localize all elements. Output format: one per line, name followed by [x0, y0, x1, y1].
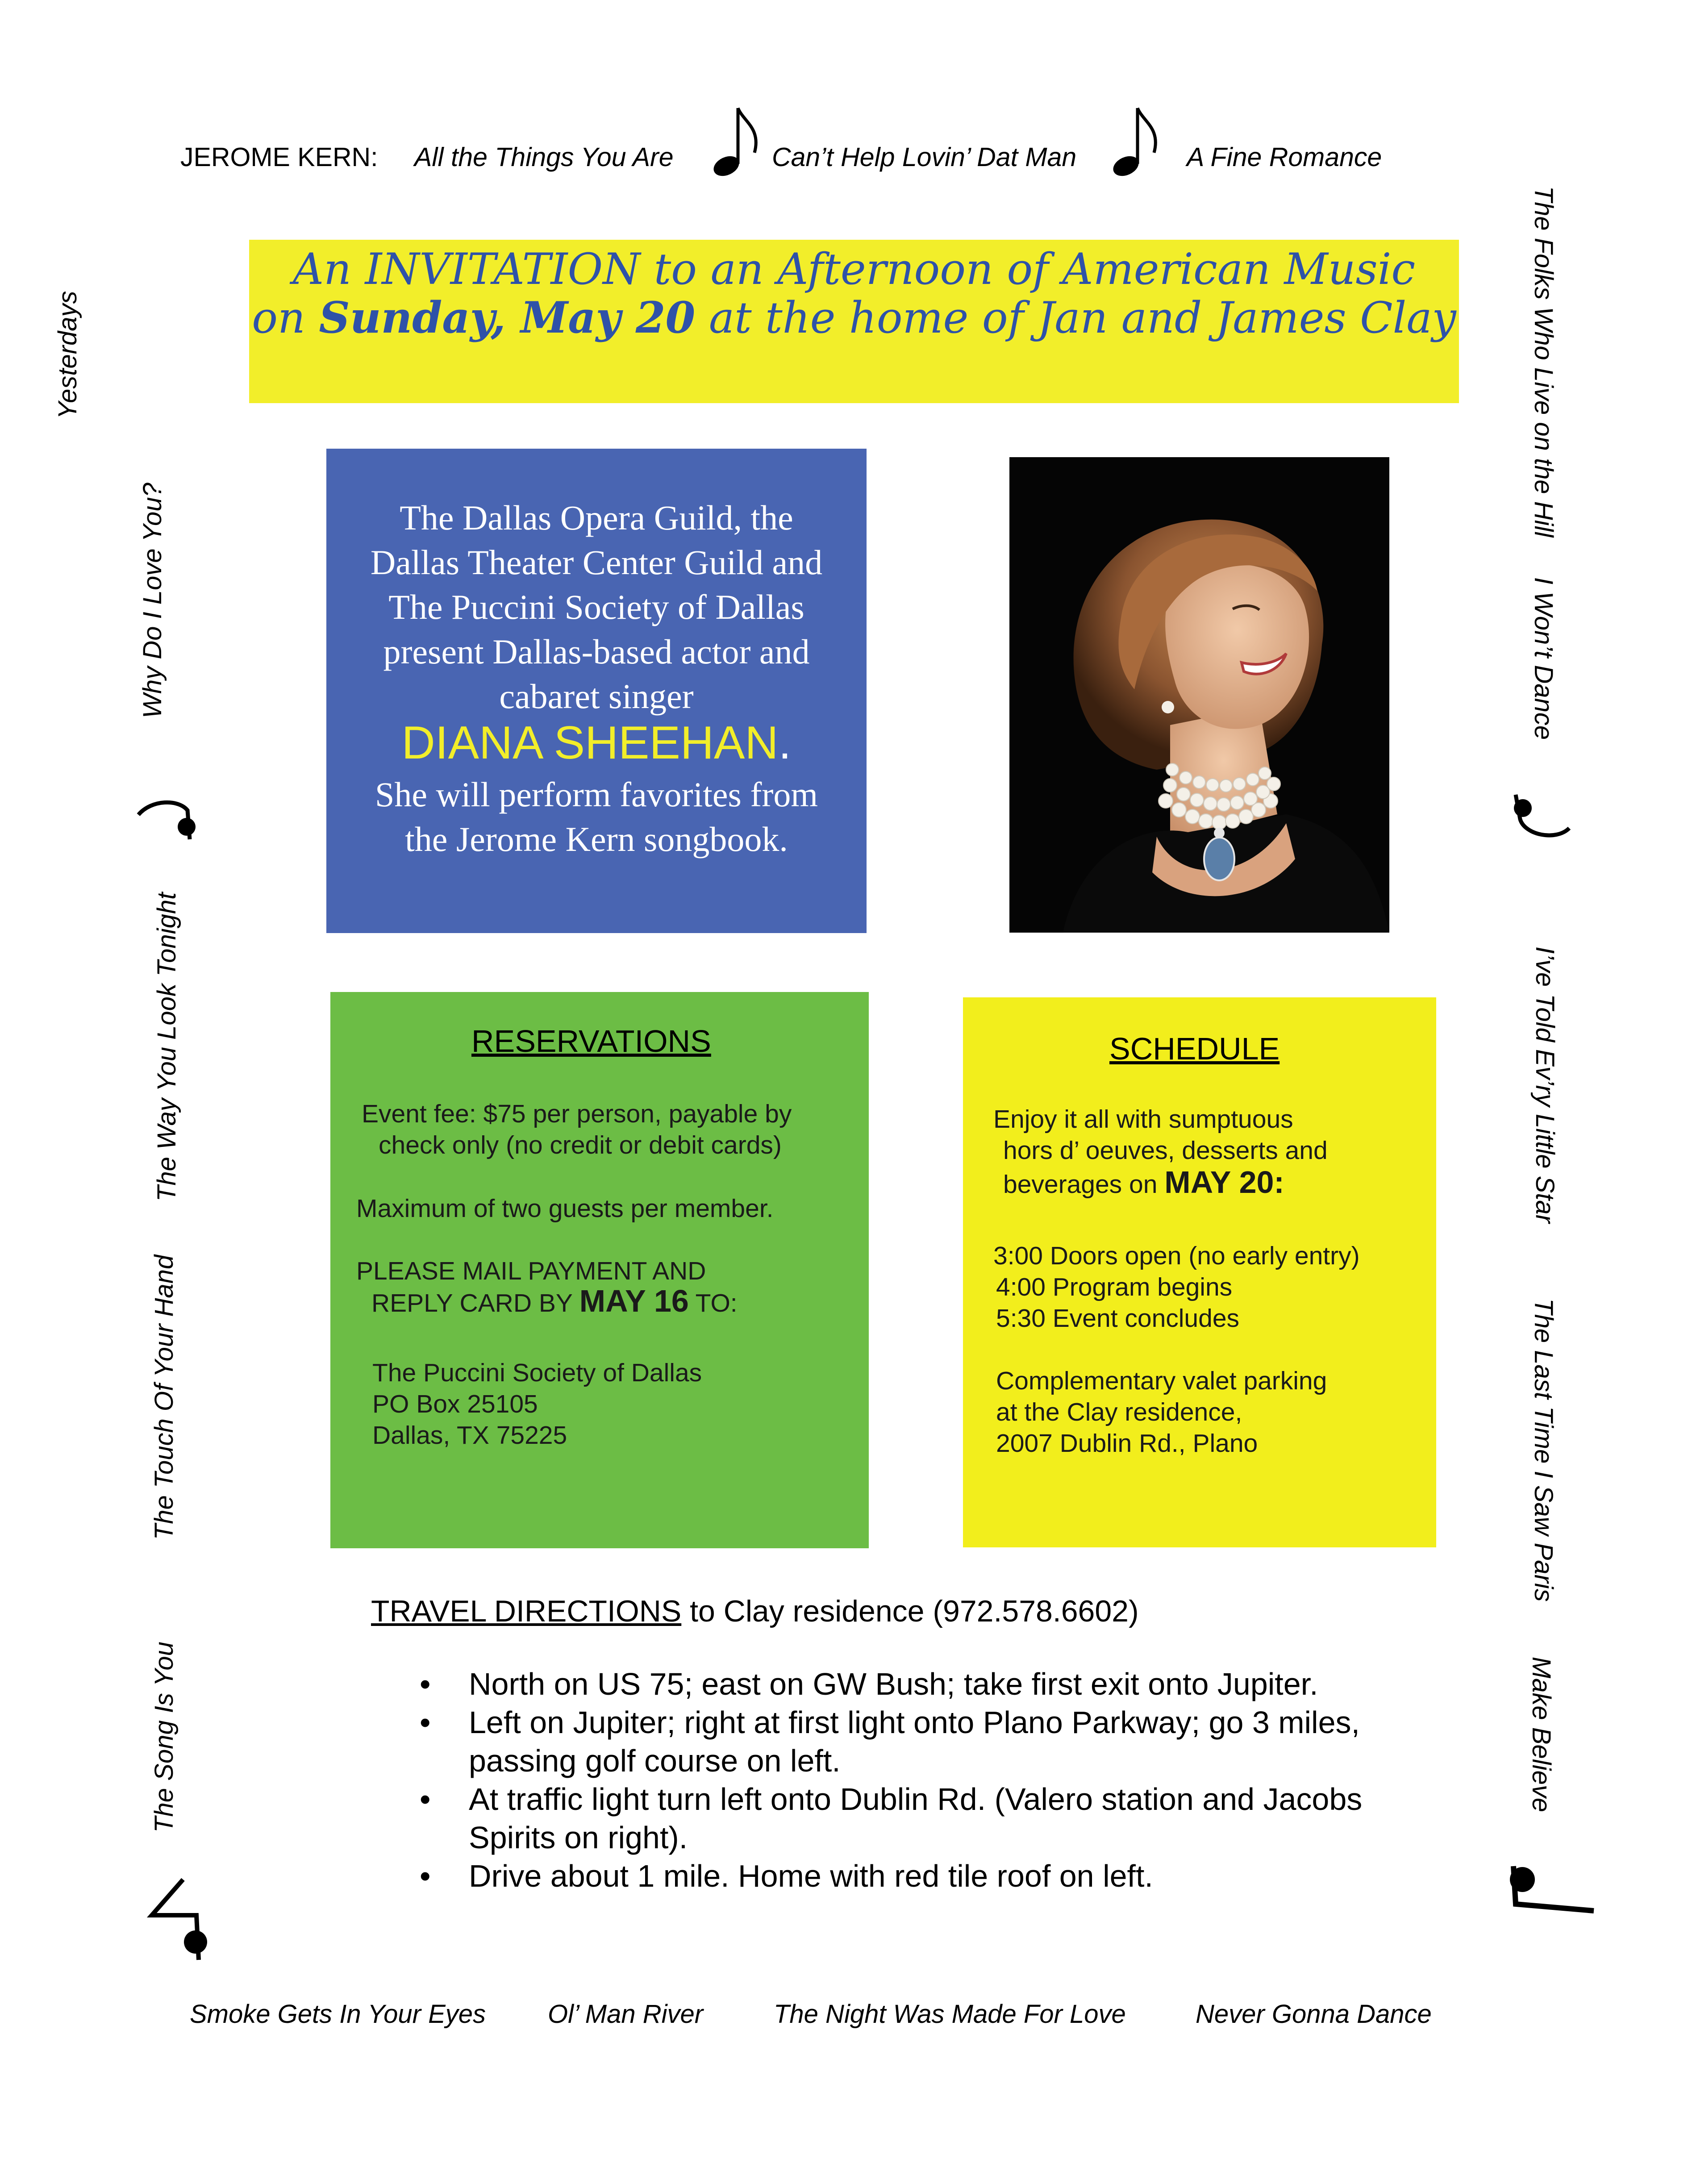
- right-song-last-time-saw-paris: The Last Time I Saw Paris: [1529, 1298, 1558, 1602]
- reservations-heading: RESERVATIONS: [471, 1024, 711, 1059]
- bottom-song-1: Smoke Gets In Your Eyes: [190, 2000, 486, 2029]
- intro-line: Dallas Theater Center Guild and: [370, 543, 823, 582]
- banner-line-1: An INVITATION to an Afternoon of American Music: [292, 244, 1416, 294]
- direction-line: Spirits on right).: [469, 1820, 688, 1855]
- performer-punct: .: [778, 717, 792, 769]
- mail-deadline: MAY 16: [579, 1284, 689, 1318]
- invitation-banner: [249, 240, 1459, 403]
- schedule-time: 5:30 Event concludes: [996, 1304, 1240, 1333]
- left-song-yesterdays: Yesterdays: [53, 291, 82, 419]
- intro-line: cabaret singer: [499, 677, 694, 716]
- parking-line: Complementary valet parking: [996, 1367, 1327, 1395]
- right-song-i-wont-dance: I Won’t Dance: [1529, 577, 1558, 740]
- composer-label: JEROME KERN:: [180, 142, 378, 172]
- travel-heading-label: TRAVEL DIRECTIONS: [371, 1594, 682, 1628]
- left-song-way-you-look-tonight: The Way You Look Tonight: [152, 892, 181, 1202]
- event-date: MAY 20:: [1164, 1165, 1284, 1200]
- direction-line: At traffic light turn left onto Dublin Rd. (Valero station and Jacobs: [469, 1782, 1363, 1817]
- fee-line-1: Event fee: $75 per person, payable by: [362, 1100, 792, 1128]
- reservations-box: [330, 992, 869, 1548]
- schedule-heading: SCHEDULE: [1109, 1031, 1280, 1066]
- mail-line-2-pre: REPLY CARD BY: [371, 1289, 579, 1317]
- address-line: The Puccini Society of Dallas: [372, 1359, 702, 1387]
- intro-line: The Dallas Opera Guild, the: [400, 498, 793, 537]
- mail-line-2-post: TO:: [688, 1289, 738, 1317]
- direction-line: North on US 75; east on GW Bush; take first exit onto Jupiter.: [469, 1667, 1318, 1701]
- left-song-song-is-you: The Song Is You: [150, 1642, 179, 1833]
- performer-name: [326, 717, 867, 770]
- eighth-note-icon: [1112, 104, 1165, 179]
- left-song-why-do-i-love-you: Why Do I Love You?: [138, 483, 167, 718]
- musical-rest-icon: [134, 795, 205, 844]
- bottom-song-3: The Night Was Made For Love: [774, 2000, 1126, 2029]
- direction-line: Left on Jupiter; right at first light onto Plano Parkway; go 3 miles,: [469, 1705, 1360, 1740]
- bottom-song-2: Ol’ Man River: [548, 2000, 704, 2029]
- schedule-intro-3-pre: beverages on: [1003, 1170, 1165, 1199]
- max-guests-line: Maximum of two guests per member.: [356, 1194, 774, 1223]
- schedule-intro-1: Enjoy it all with sumptuous: [993, 1105, 1293, 1134]
- top-song-2: Can’t Help Lovin’ Dat Man: [772, 142, 1077, 172]
- address-line: Dallas, TX 75225: [372, 1421, 567, 1450]
- intro-line: present Dallas-based actor and: [383, 632, 810, 671]
- direction-line: Drive about 1 mile. Home with red tile roof on left.: [469, 1859, 1153, 1893]
- schedule-intro-3: [1003, 1164, 1284, 1200]
- bullet-icon: •: [420, 1859, 431, 1893]
- bullet-icon: •: [420, 1705, 431, 1740]
- fee-line-2: check only (no credit or debit cards): [379, 1131, 782, 1159]
- intro-closing-line: the Jerome Kern songbook.: [405, 820, 788, 859]
- schedule-time: 4:00 Program begins: [996, 1273, 1233, 1301]
- bullet-icon: •: [420, 1667, 431, 1701]
- right-song-folks-who-live: The Folks Who Live on the Hill: [1529, 186, 1558, 538]
- address-line: PO Box 25105: [372, 1390, 538, 1418]
- bottom-song-4: Never Gonna Dance: [1196, 2000, 1432, 2029]
- banner-line-2: [249, 292, 1459, 343]
- singer-photo: [1009, 457, 1389, 933]
- top-song-3: A Fine Romance: [1187, 142, 1382, 172]
- right-song-make-believe: Make Believe: [1527, 1656, 1556, 1813]
- schedule-time: 3:00 Doors open (no early entry): [993, 1242, 1360, 1270]
- bullet-icon: •: [420, 1782, 431, 1817]
- musical-rest-icon: [143, 1875, 219, 1964]
- musical-rest-icon: [1507, 792, 1578, 846]
- intro-closing-line: She will perform favorites from: [375, 775, 818, 814]
- left-song-touch-of-your-hand: The Touch Of Your Hand: [150, 1255, 179, 1540]
- parking-line: at the Clay residence,: [996, 1398, 1242, 1426]
- schedule-intro-2: hors d’ oeuves, desserts and: [1003, 1136, 1328, 1165]
- right-song-told-every-little-star: I’ve Told Ev’ry Little Star: [1530, 946, 1559, 1223]
- mail-line-1: PLEASE MAIL PAYMENT AND: [356, 1257, 706, 1285]
- banner-date: Sunday, May 20: [319, 292, 696, 343]
- banner-line-2-post: at the home of Jan and James Clay: [695, 293, 1456, 343]
- banner-line-2-pre: on: [252, 293, 319, 343]
- mail-line-2: [371, 1283, 738, 1319]
- eighth-note-icon: [712, 104, 766, 179]
- top-song-1: All the Things You Are: [414, 142, 674, 172]
- intro-line: The Puccini Society of Dallas: [388, 588, 804, 626]
- travel-heading: [371, 1594, 1139, 1629]
- schedule-box: [963, 997, 1436, 1547]
- direction-line: passing golf course on left.: [469, 1743, 841, 1778]
- performer-name-text: DIANA SHEEHAN: [401, 717, 779, 769]
- musical-rest-icon: [1505, 1862, 1603, 1924]
- travel-heading-phone: to Clay residence (972.578.6602): [681, 1594, 1139, 1628]
- parking-line: 2007 Dublin Rd., Plano: [996, 1429, 1258, 1458]
- intro-box: [326, 449, 867, 933]
